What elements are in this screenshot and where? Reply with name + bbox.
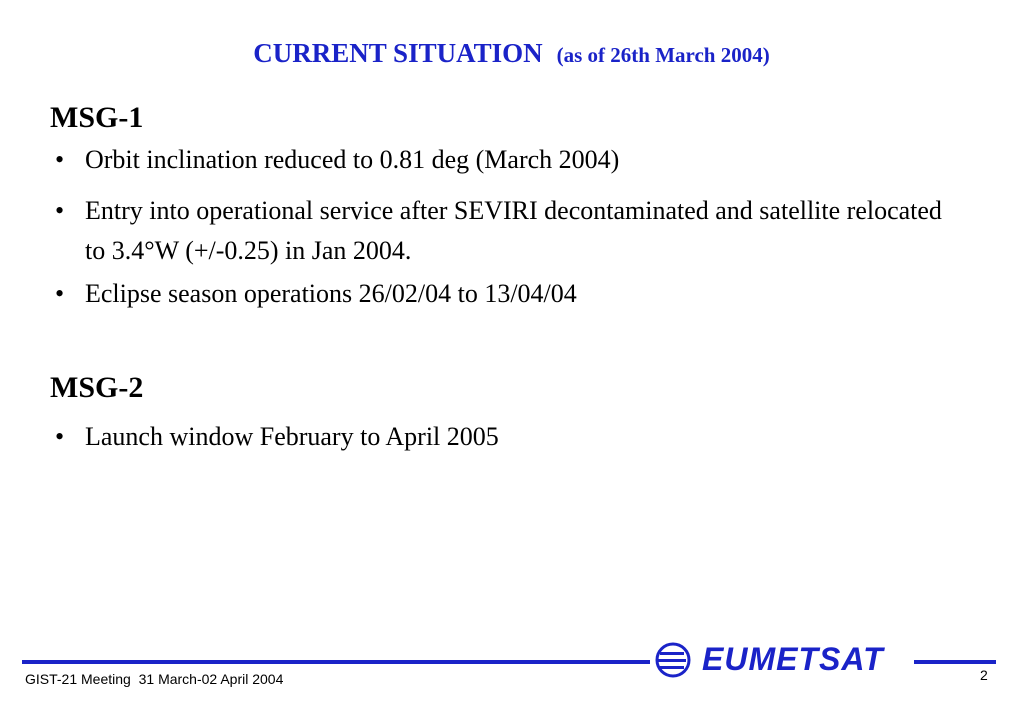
bullet-text: Orbit inclination reduced to 0.81 deg (March 2004): [85, 145, 620, 174]
list-item: [55, 417, 955, 457]
bullet-text: Entry into operational service after SEVIRI decontaminated and satellite relocated to 3.4°W (+/-0.25) in Jan 2004.: [85, 196, 942, 265]
footer-meeting-info: GIST-21 Meeting 31 March-02 April 2004: [25, 671, 284, 687]
slide-title-date: (as of 26th March 2004): [556, 43, 770, 67]
list-item: [55, 274, 955, 314]
logo-wordmark: EUMETSAT: [702, 641, 884, 677]
section-heading-msg2: MSG-2: [50, 371, 144, 404]
bullet-dot-icon: •: [55, 145, 65, 174]
bullet-text: Launch window February to April 2005: [85, 422, 499, 451]
bullet-text: Eclipse season operations 26/02/04 to 13/04/04: [85, 279, 577, 308]
list-item: [55, 140, 955, 180]
list-item: [55, 191, 955, 271]
footer-divider-right: [914, 660, 996, 664]
page-number: 2: [980, 667, 988, 683]
bullet-dot-icon: •: [55, 279, 65, 308]
bullet-dot-icon: •: [55, 196, 65, 225]
slide-title: [0, 40, 1023, 67]
slide-title-main: CURRENT SITUATION: [253, 38, 543, 68]
section-heading-msg1: MSG-1: [50, 101, 144, 134]
bullet-dot-icon: •: [55, 422, 65, 451]
footer-divider-left: [22, 660, 650, 664]
